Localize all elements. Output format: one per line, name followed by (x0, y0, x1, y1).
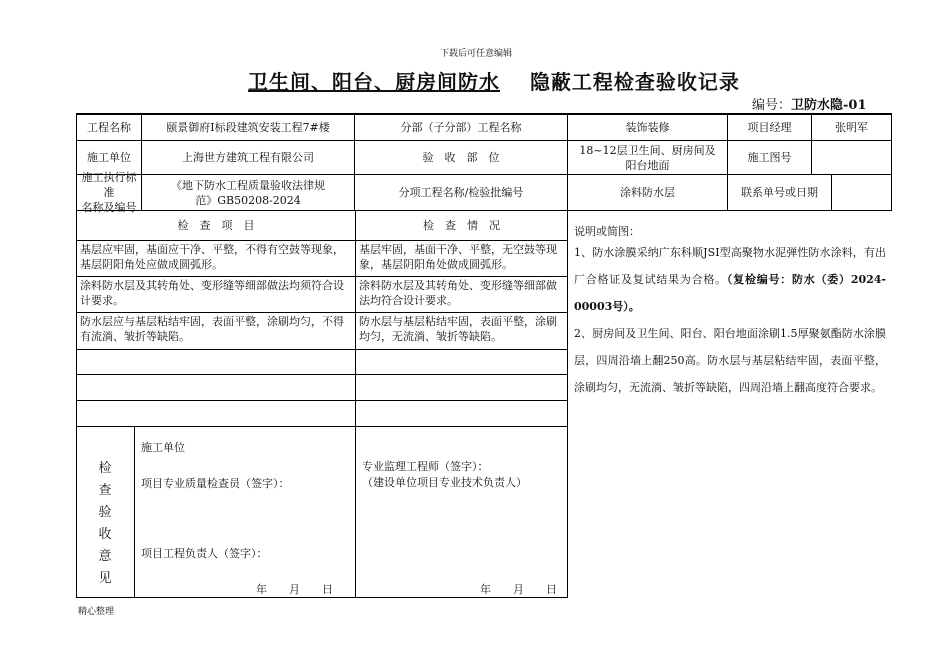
opinion-side-label (98, 458, 112, 590)
contact-value (832, 175, 891, 210)
standard-label (77, 171, 141, 214)
subitem-label: 分项工程名称/检验批编号 (398, 186, 524, 199)
inspection-status-1: 基层牢固，基面干净、平整，无空鼓等现象，基层阴阳角处做成圆弧形。 (359, 243, 557, 271)
side-char-2: 查 (98, 483, 112, 498)
project-name: 颐景御府Ⅰ标段建筑安装工程7#楼 (166, 121, 330, 134)
notes-p1a: 1、防水涂膜采纳广东科顺JSⅠ型高聚物水泥弹性防水涂料，有出厂合格证及复试结果为合格。 (574, 246, 886, 286)
opinion-contractor-label: 施工单位 (141, 441, 185, 454)
side-char-1: 检 (98, 461, 112, 476)
title-rest: 隐蔽工程检查验收记录 (529, 70, 740, 94)
items-header: 检 查 项 目 (177, 219, 255, 232)
standard-label-line1: 施工执行标准 (81, 171, 137, 199)
project-name-label: 工程名称 (87, 121, 131, 134)
supervisor-signature-label: 专业监理工程师（签字）： (362, 460, 489, 473)
footer-note: 精心整理 (78, 607, 115, 617)
date-right: 年 月 日 (480, 583, 557, 596)
notes-p1b: （复检编号：防水（委）2024-00003号）。 (574, 273, 886, 313)
contractor: 上海世方建筑工程有限公司 (182, 151, 314, 164)
inspection-status-2: 涂料防水层及其转角处、变形缝等细部做法均符合设计要求。 (359, 279, 557, 307)
title-underlined: 卫生间、阳台、厨房间防水 (248, 70, 500, 94)
contractor-label: 施工单位 (87, 151, 131, 164)
location-line2: 阳台地面 (625, 158, 670, 172)
owner-label: （建设单位项目专业技术负责人） (362, 476, 527, 489)
location-value (568, 141, 727, 174)
doc-number (752, 94, 867, 113)
subitem-value: 涂料防水层 (620, 186, 675, 199)
qc-signature-label: 项目专业质量检查员（签字）： (141, 477, 290, 490)
drawing-value (812, 141, 891, 174)
page-title (248, 66, 740, 95)
leader-signature-label: 项目工程负责人（签字）： (141, 547, 268, 560)
side-char-5: 意 (98, 549, 112, 564)
inspection-item-2: 涂料防水层及其转角处、变形缝等细部做法均须符合设计要求。 (80, 279, 344, 307)
doc-number-label: 编号： (752, 98, 792, 113)
notes-heading: 说明或简图： (574, 225, 640, 238)
header-note: 下载后可任意编辑 (440, 49, 513, 59)
side-char-3: 验 (98, 505, 112, 520)
date-left: 年 月 日 (256, 583, 333, 596)
division-label: 分部（子分部）工程名称 (400, 121, 522, 134)
standard-value (142, 175, 354, 210)
status-header: 检 查 情 况 (423, 219, 500, 232)
notes-paragraph-2: 2、厨房间及卫生间、阳台、阳台地面涂刷1.5厚聚氨酯防水涂膜层，四周沿墙上翻250高。防水层与基层粘结牢固，表面平整，涂刷均匀，无流淌、皱折等缺陷，四周沿墙上翻高度符合要求。 (574, 327, 886, 394)
standard-label-line2: 名称及编号 (81, 201, 137, 214)
standard-line1: 《地下防水工程质量验收法律规 (171, 178, 325, 192)
standard-line2: 范》GB50208-2024 (195, 193, 301, 207)
notes-paragraph-1 (574, 239, 886, 320)
location-label: 验 收 部 位 (422, 151, 500, 164)
division-value: 装饰装修 (625, 121, 670, 134)
notes-section (574, 218, 886, 401)
drawing-label: 施工图号 (747, 151, 792, 164)
side-char-6: 见 (98, 571, 112, 586)
pm-value: 张明军 (835, 121, 868, 134)
inspection-status-3: 防水层与基层粘结牢固，表面平整，涂刷均匀，无流淌、皱折等缺陷。 (359, 315, 557, 343)
pm-label: 项目经理 (747, 121, 792, 134)
inspection-item-3: 防水层应与基层粘结牢固，表面平整，涂刷均匀，不得有流淌、皱折等缺陷。 (80, 315, 344, 343)
contact-label: 联系单号或日期 (741, 186, 818, 199)
doc-number-value: 卫防水隐-01 (791, 98, 867, 113)
location-line1: 18~12层卫生间、厨房间及 (579, 143, 716, 157)
side-char-4: 收 (98, 527, 112, 542)
inspection-item-1: 基层应牢固，基面应干净、平整，不得有空鼓等现象，基层阴阳角处应做成圆弧形。 (80, 243, 344, 271)
